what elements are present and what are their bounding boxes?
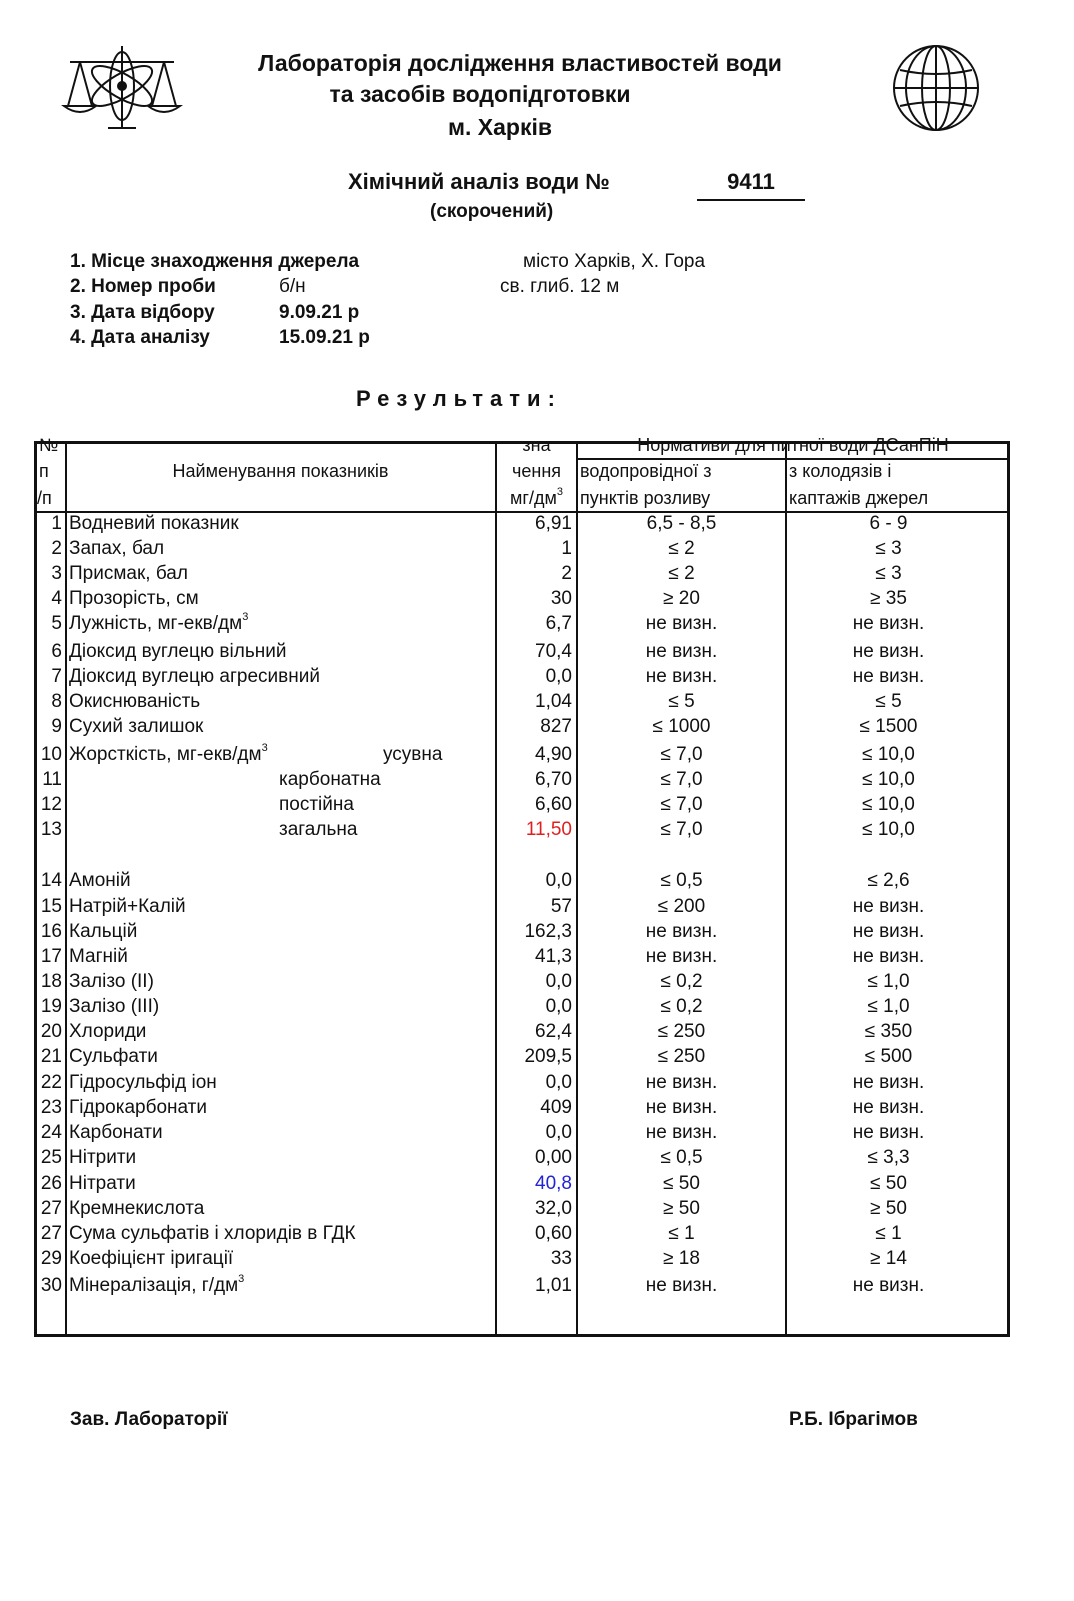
row-name: Натрій+Калій (69, 896, 186, 917)
row-number: 6 (51, 641, 62, 662)
row-number: 12 (40, 794, 62, 815)
row-value: 0,0 (545, 666, 572, 687)
row-norm-tap: ≥ 20 (663, 588, 700, 609)
row-number: 3 (51, 563, 62, 584)
row-name: Залізо (II) (69, 971, 154, 992)
row-norm-tap: не визн. (645, 1275, 718, 1296)
row-value: 4,90 (535, 744, 572, 765)
row-norm-well: не визн. (852, 946, 925, 967)
row-norm-well: не визн. (852, 896, 925, 917)
row-value: 0,0 (545, 1072, 572, 1093)
row-number: 11 (42, 769, 62, 790)
row-norm-tap: ≤ 7,0 (660, 819, 703, 840)
row-norm-tap: не визн. (645, 921, 718, 942)
row-norm-well: не визн. (852, 666, 925, 687)
row-value: 2 (561, 563, 572, 584)
row-number: 30 (40, 1275, 62, 1296)
info-label-sampling-date: 3. Дата відбору (70, 302, 215, 323)
footer-position: Зав. Лабораторії (70, 1409, 228, 1430)
row-value: 827 (540, 716, 572, 737)
header-norm2-line-2: каптажів джерел (789, 488, 929, 508)
row-name: Нітрати (69, 1173, 136, 1194)
row-norm-tap: ≤ 2 (668, 538, 695, 559)
row-number: 8 (51, 691, 62, 712)
row-name: Коефіцієнт іригації (69, 1248, 234, 1269)
row-norm-well: ≤ 5 (875, 691, 902, 712)
header-num-1: № (39, 435, 59, 455)
row-value: 162,3 (524, 921, 572, 942)
row-subname: постійна (279, 794, 354, 815)
row-name: Амоній (69, 870, 131, 891)
info-value-analysis-date: 15.09.21 р (279, 327, 370, 348)
row-norm-tap: не визн. (645, 1097, 718, 1118)
row-norm-tap: ≤ 0,5 (660, 870, 703, 891)
globe-icon (890, 42, 982, 134)
row-number: 9 (51, 716, 62, 737)
row-value: 0,0 (545, 1122, 572, 1143)
row-number: 4 (51, 588, 62, 609)
row-subname: загальна (279, 819, 358, 840)
row-name: Кальцій (69, 921, 138, 942)
row-name: Сума сульфатів і хлоридів в ГДК (69, 1223, 356, 1244)
info-extra-sample: св. глиб. 12 м (500, 276, 620, 297)
analysis-subtitle: (скорочений) (430, 201, 554, 222)
row-norm-well: не визн. (852, 1097, 925, 1118)
row-norm-tap: ≤ 7,0 (660, 769, 703, 790)
row-norm-well: ≤ 1500 (859, 716, 918, 737)
row-number: 23 (40, 1097, 62, 1118)
lab-title-line-2: та засобів водопідготовки (329, 81, 631, 107)
row-norm-tap: не визн. (645, 1072, 718, 1093)
row-norm-tap: не визн. (645, 613, 718, 634)
results-heading: Результати: (356, 386, 562, 411)
lab-title-line-1: Лабораторія дослідження властивостей води (258, 50, 782, 76)
analysis-title: Хімічний аналіз води № (348, 169, 610, 194)
row-norm-tap: ≤ 250 (657, 1021, 706, 1042)
row-norm-well: ≤ 1,0 (867, 996, 910, 1017)
row-number: 2 (51, 538, 62, 559)
row-norm-tap: не визн. (645, 946, 718, 967)
row-name: Нітрити (69, 1147, 137, 1168)
row-value: 0,60 (535, 1223, 572, 1244)
row-norm-well: ≤ 3 (875, 563, 902, 584)
row-norm-well: ≤ 50 (870, 1173, 907, 1194)
row-value: 0,0 (545, 971, 572, 992)
header-norm2-line-1: з колодязів і (789, 461, 892, 481)
row-value: 6,7 (545, 613, 572, 634)
row-number: 22 (40, 1072, 62, 1093)
row-number: 25 (40, 1147, 62, 1168)
row-norm-tap: ≤ 0,5 (660, 1147, 703, 1168)
lab-title-city: м. Харків (447, 114, 553, 140)
row-name: Окиснюваність (69, 691, 201, 712)
row-number: 10 (40, 744, 62, 765)
row-norm-well: не визн. (852, 921, 925, 942)
row-norm-tap: ≤ 1000 (652, 716, 711, 737)
row-norm-tap: ≤ 250 (657, 1046, 706, 1067)
row-number: 19 (40, 996, 62, 1017)
row-number: 5 (51, 613, 62, 634)
row-norm-tap: ≤ 2 (668, 563, 695, 584)
info-extra-source: місто Харків, Х. Гора (523, 251, 706, 272)
header-value-line-1: зна (522, 435, 551, 455)
row-norm-well: не визн. (852, 1122, 925, 1143)
row-norm-well: 6 - 9 (869, 513, 908, 534)
header-norm1-line-2: пунктів розливу (580, 488, 711, 508)
info-value-sample: б/н (279, 276, 306, 297)
row-norm-well: не визн. (852, 1072, 925, 1093)
row-value: 0,00 (535, 1147, 572, 1168)
row-name: Хлориди (69, 1021, 147, 1042)
row-value: 6,70 (535, 769, 572, 790)
header-value-line-2: чення (511, 461, 562, 481)
row-value: 409 (540, 1097, 572, 1118)
row-norm-well: ≤ 2,6 (867, 870, 910, 891)
row-number: 13 (40, 819, 62, 840)
row-number: 14 (40, 870, 62, 891)
row-norm-well: ≤ 10,0 (862, 744, 915, 765)
row-name: Магній (69, 946, 128, 967)
row-name: Сухий залишок (69, 716, 204, 737)
header-norm1-line-1: водопровідної з (580, 461, 712, 481)
row-norm-tap: не визн. (645, 1122, 718, 1143)
row-value: 1,01 (535, 1275, 572, 1296)
row-norm-tap: ≤ 0,2 (660, 996, 703, 1017)
row-number: 21 (40, 1046, 62, 1067)
row-value: 32,0 (535, 1198, 572, 1219)
row-name: Гідросульфід іон (69, 1072, 217, 1093)
header-norms-title: Нормативи для питної води ДСанПіН (637, 435, 949, 455)
row-number: 20 (40, 1021, 62, 1042)
row-subname: усувна (383, 744, 443, 765)
row-norm-tap: ≤ 7,0 (660, 744, 703, 765)
row-name: Діоксид вуглецю вільний (69, 641, 287, 662)
info-value-sampling-date: 9.09.21 р (279, 302, 360, 323)
row-norm-well: не визн. (852, 613, 925, 634)
row-name: Сульфати (69, 1046, 158, 1067)
row-number: 1 (51, 513, 62, 534)
row-number: 26 (40, 1173, 62, 1194)
row-value: 62,4 (535, 1021, 572, 1042)
row-number: 16 (40, 921, 62, 942)
row-name: Водневий показник (69, 513, 239, 534)
header-num-3: /п (37, 488, 52, 508)
footer-signatory: Р.Б. Ібрагімов (789, 1409, 918, 1430)
row-number: 7 (51, 666, 62, 687)
analysis-number: 9411 (727, 169, 775, 194)
row-name: Кремнекислота (69, 1198, 205, 1219)
row-norm-tap: ≤ 50 (663, 1173, 700, 1194)
row-value: 6,60 (535, 794, 572, 815)
row-name: Прозорість, см (69, 588, 199, 609)
row-value: 0,0 (545, 870, 572, 891)
analysis-number-underline (697, 199, 805, 201)
row-norm-well: ≤ 3,3 (867, 1147, 910, 1168)
row-name: Присмак, бал (69, 563, 188, 584)
row-value: 209,5 (524, 1046, 572, 1067)
row-number: 27 (40, 1223, 62, 1244)
row-value: 0,0 (545, 996, 572, 1017)
row-norm-tap: ≤ 0,2 (660, 971, 703, 992)
row-norm-tap: не визн. (645, 641, 718, 662)
row-name: Гідрокарбонати (69, 1097, 208, 1118)
row-name: Мінералізація, $г/дм^3$ (69, 1273, 245, 1296)
row-value: 30 (550, 588, 572, 609)
row-norm-tap: ≤ 5 (668, 691, 695, 712)
row-norm-well: ≥ 35 (870, 588, 907, 609)
row-value: 1,04 (535, 691, 572, 712)
row-name: Запах, бал (69, 538, 165, 559)
row-name: Жорсткість, $мг-екв/дм^3$ (69, 742, 268, 765)
row-norm-tap: ≤ 200 (657, 896, 706, 917)
row-norm-tap: 6,5 - 8,5 (646, 513, 717, 534)
header-num-2: п (39, 461, 49, 481)
row-value: 41,3 (535, 946, 572, 967)
row-number: 27 (40, 1198, 62, 1219)
row-value: 70,4 (535, 641, 572, 662)
row-norm-tap: ≤ 7,0 (660, 794, 703, 815)
row-norm-well: ≤ 10,0 (862, 769, 915, 790)
row-norm-well: ≥ 14 (870, 1248, 907, 1269)
row-norm-well: ≤ 350 (864, 1021, 913, 1042)
row-number: 24 (40, 1122, 62, 1143)
row-name: Залізо (III) (69, 996, 160, 1017)
header-value-unit: $мг/дм^3$ (510, 486, 563, 508)
row-norm-well: ≤ 10,0 (862, 819, 915, 840)
row-value: 40,8 (535, 1173, 572, 1194)
row-norm-tap: ≥ 50 (663, 1198, 700, 1219)
info-label-source: 1. Місце знаходження джерела (70, 251, 360, 272)
row-name: Карбонати (69, 1122, 163, 1143)
row-number: 18 (40, 971, 62, 992)
row-value: 57 (550, 896, 572, 917)
row-norm-tap: ≥ 18 (663, 1248, 700, 1269)
info-label-sample: 2. Номер проби (70, 276, 216, 297)
table-divider-norms-title (576, 458, 1010, 460)
row-value: 11,50 (525, 819, 572, 840)
row-name: Лужність, $мг-екв/дм^3$ (69, 611, 249, 634)
atom-scales-icon (60, 40, 184, 132)
row-norm-well: ≥ 50 (870, 1198, 907, 1219)
row-value: 33 (550, 1248, 572, 1269)
row-subname: карбонатна (279, 769, 381, 790)
row-norm-well: ≤ 3 (875, 538, 902, 559)
row-number: 17 (40, 946, 62, 967)
row-value: 6,91 (535, 513, 572, 534)
row-norm-well: ≤ 1 (875, 1223, 902, 1244)
table-divider-num (65, 441, 67, 1337)
row-number: 29 (40, 1248, 62, 1269)
header-name: Найменування показників (172, 461, 389, 481)
row-norm-tap: не визн. (645, 666, 718, 687)
row-number: 15 (40, 896, 62, 917)
row-norm-well: ≤ 500 (864, 1046, 913, 1067)
row-value: 1 (561, 538, 572, 559)
row-norm-well: не визн. (852, 641, 925, 662)
row-norm-tap: ≤ 1 (668, 1223, 695, 1244)
row-norm-well: не визн. (852, 1275, 925, 1296)
row-norm-well: ≤ 1,0 (867, 971, 910, 992)
row-name: Діоксид вуглецю агресивний (69, 666, 320, 687)
info-label-analysis-date: 4. Дата аналізу (70, 327, 210, 348)
row-norm-well: ≤ 10,0 (862, 794, 915, 815)
